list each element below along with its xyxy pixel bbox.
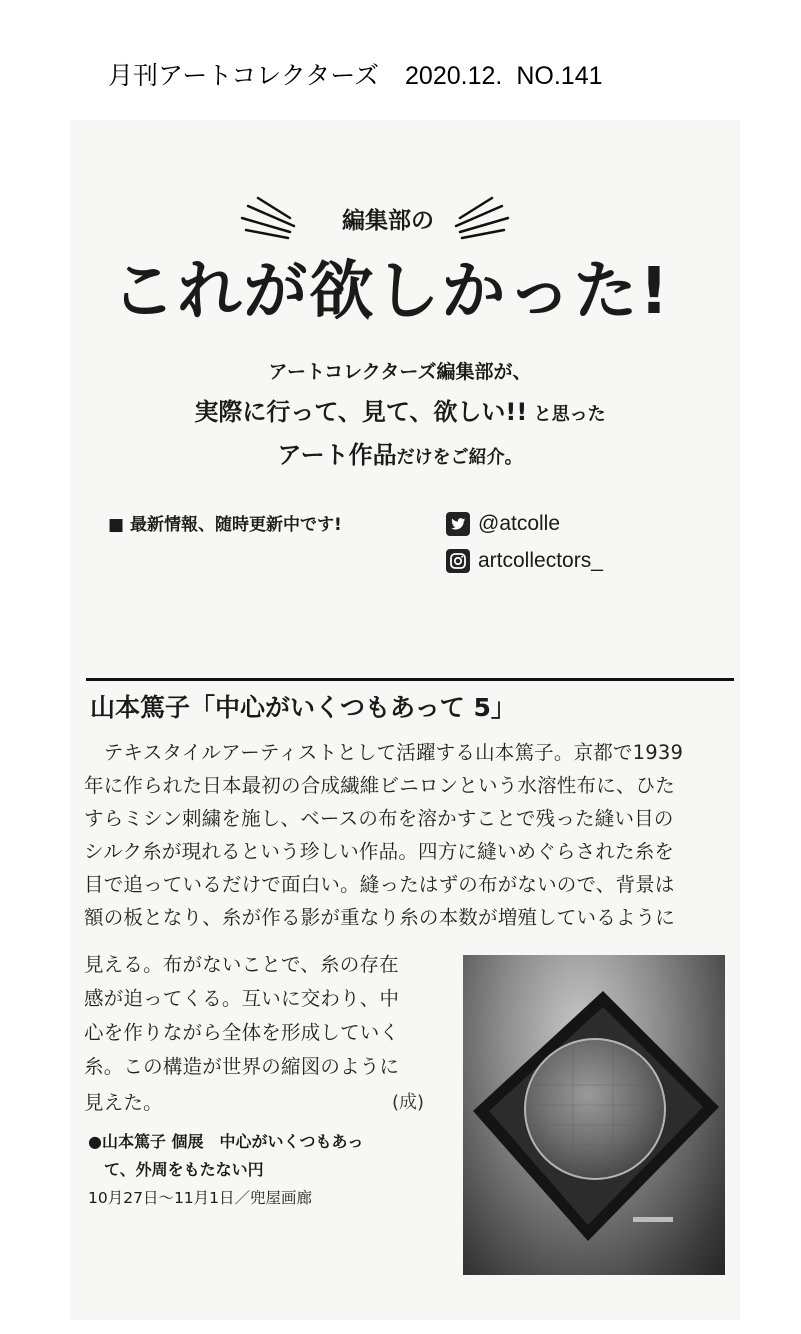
intro-line-1: アートコレクターズ編集部が、 <box>268 361 532 383</box>
article-body-line: すらミシン刺繍を施し、ベースの布を溶かすことで残った縫い目の <box>84 807 674 830</box>
exhibition-info-line-2: て、外周をもたない円 <box>88 1160 264 1179</box>
exhibition-info-line-1: ●山本篤子 個展 中心がいくつもあっ <box>88 1132 364 1151</box>
emphasis-rays-left <box>240 196 300 246</box>
article-body-line: 心を作りながら全体を形成していく <box>84 1021 400 1044</box>
article-body-line: シルク糸が現れるという珍しい作品。四方に縫いめぐらされた糸を <box>84 840 675 863</box>
intro-line-2-main: 実際に行って、見て、欲しい!! <box>194 398 528 426</box>
article-body-line: 見える。布がないことで、糸の存在 <box>84 953 399 976</box>
corner-subtitle: 編集部の <box>342 208 434 234</box>
intro-line-3 <box>120 437 680 476</box>
intro-line-3-main: アート作品 <box>277 441 397 469</box>
section-divider <box>86 678 734 681</box>
magazine-name: 月刊アートコレクターズ <box>108 61 380 90</box>
instagram-icon <box>446 549 470 573</box>
exhibition-dates-venue: 10月27日〜11月1日／兜屋画廊 <box>88 1189 313 1207</box>
instagram-account <box>446 547 686 575</box>
article-body-line: 額の板となり、糸が作る影が重なり糸の本数が増殖しているように <box>84 906 676 929</box>
page-header <box>108 58 708 98</box>
article-body-line: 年に作られた日本最初の合成繊維ビニロンという水溶性布に、ひた <box>84 774 676 797</box>
twitter-icon <box>446 512 470 536</box>
article-title: 山本篤子「中心がいくつもあって 5」 <box>90 693 516 722</box>
issue-number: NO.141 <box>516 62 603 90</box>
emphasis-rays-right <box>450 196 510 246</box>
article-body-line: 目で追っているだけで面白い。縫ったはずの布がないので、背景は <box>84 873 675 896</box>
update-note: ■ 最新情報、随時更新中です! <box>108 515 342 535</box>
intro-line-2-small: と思った <box>527 404 606 425</box>
article-body-line: 感が迫ってくる。互いに交わり、中 <box>84 987 400 1010</box>
author-credit: (成) <box>392 1092 425 1113</box>
article-body-line: 糸。この構造が世界の縮図のように <box>84 1055 400 1078</box>
article-body-line: 見えた。 <box>84 1091 163 1114</box>
intro-line-3-small: だけをご紹介。 <box>396 447 523 468</box>
intro-line-2 <box>120 394 680 433</box>
twitter-handle: @atcolle <box>478 512 561 535</box>
instagram-handle: artcollectors_ <box>478 549 603 572</box>
corner-headline: これが欲しかった! <box>111 255 671 329</box>
artwork-photo <box>463 955 725 1275</box>
twitter-account <box>446 510 686 538</box>
issue-date: 2020.12. <box>405 62 503 90</box>
article-body-line: テキスタイルアーティストとして活躍する山本篤子。京都で1939 <box>84 741 684 764</box>
